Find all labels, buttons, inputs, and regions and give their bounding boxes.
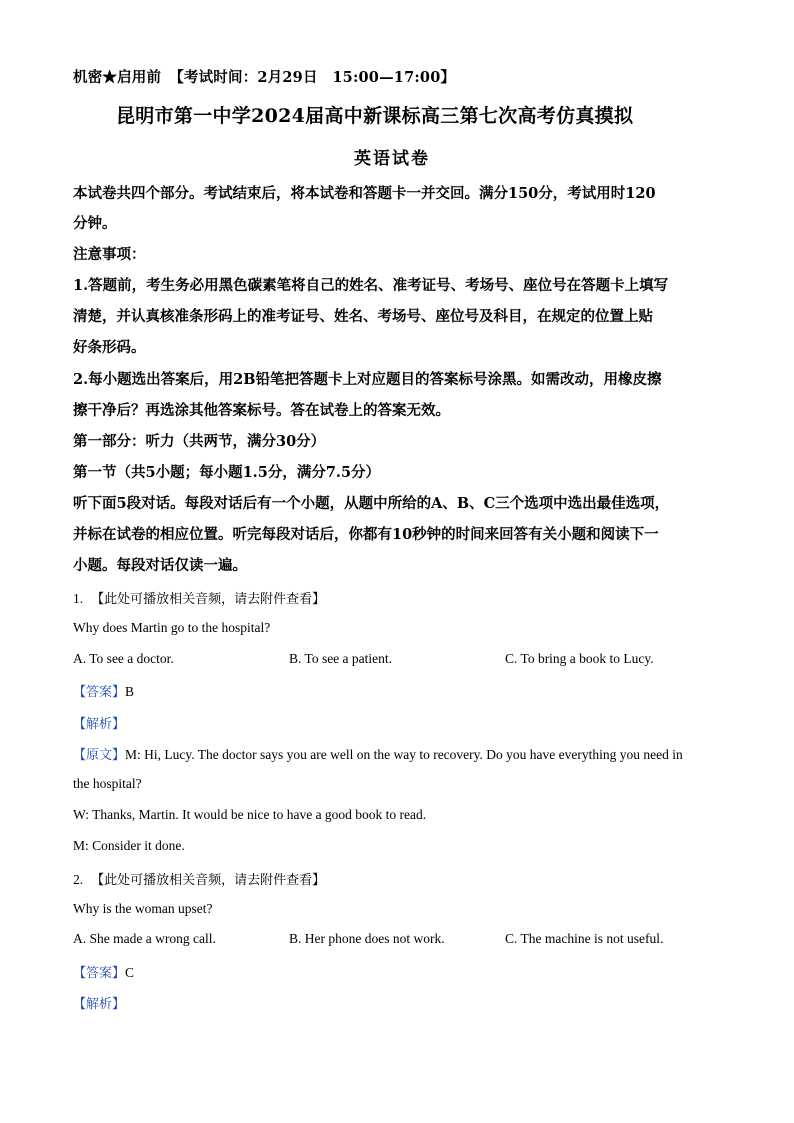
question-2-answer (73, 962, 134, 981)
exam-title: 昆明市第一中学2024届高中新课标高三第七次高考仿真摸拟 (116, 105, 634, 127)
original-tag: 【原文】 (73, 748, 126, 763)
part1-section1-heading: 第一节（共5小题；每小题1.5分，满分7.5分） (73, 464, 381, 481)
answer-tag: 【答案】 (73, 685, 126, 700)
question-1-transcript-line-2: the hospital? (73, 776, 142, 791)
notice-heading: 注意事项： (73, 246, 146, 263)
question-1-number: 1. (73, 591, 84, 606)
question-2-number: 2. (73, 872, 84, 887)
question-1-option-c: C. To bring a book to Lucy. (505, 651, 654, 666)
notice-1-line-1: 1.答题前，考生务必用黑色碳素笔将自己的姓名、准考证号、考场号、座位号在答题卡上填写 (73, 277, 669, 294)
exam-time: 【考试时间：2月29日 15:00—17:00】 (169, 69, 456, 86)
question-1-transcript-line-3: W: Thanks, Martin. It would be nice to have a good book to read. (73, 807, 427, 822)
analysis-tag: 【解析】 (73, 717, 126, 732)
question-1-text: Why does Martin go to the hospital? (73, 620, 271, 635)
confidential-label: 机密★启用前 (73, 69, 162, 86)
transcript-text: M: Hi, Lucy. The doctor says you are well on the way to recovery. Do you have everything you need in (125, 747, 683, 762)
notice-2-line-2: 擦干净后？再选涂其他答案标号。答在试卷上的答案无效。 (73, 402, 450, 419)
audio-note[interactable]: 【此处可播放相关音频，请去附件查看】 (91, 592, 326, 607)
question-1-answer (73, 681, 134, 700)
part1-instruction-line-3: 小题。每段对话仅读一遍。 (73, 557, 247, 574)
question-2-audio-line (73, 869, 325, 888)
question-2-option-c: C. The machine is not useful. (505, 931, 664, 946)
question-1-analysis (73, 713, 125, 732)
question-2-analysis (73, 993, 125, 1012)
part1-heading: 第一部分：听力（共两节，满分30分） (73, 433, 326, 450)
audio-note[interactable]: 【此处可播放相关音频，请去附件查看】 (91, 873, 326, 888)
notice-2-line-1: 2.每小题选出答案后，用2B铅笔把答题卡上对应题目的答案标号涂黑。如需改动，用橡皮擦 (73, 371, 662, 388)
answer-tag: 【答案】 (73, 966, 126, 981)
question-1-audio-line (73, 588, 325, 607)
question-1-transcript-line-4: M: Consider it done. (73, 838, 185, 853)
part1-instruction-line-2: 并标在试卷的相应位置。听完每段对话后，你都有10秒钟的时间来回答有关小题和阅读下一 (73, 526, 659, 543)
question-2-option-a: A. She made a wrong call. (73, 931, 216, 946)
question-1-answer-value: B (125, 684, 135, 699)
part1-instruction-line-1: 听下面5段对话。每段对话后有一个小题，从题中所给的A、B、C三个选项中选出最佳选项， (73, 495, 670, 512)
question-2-answer-value: C (125, 965, 135, 980)
question-1-transcript-line-1 (73, 744, 683, 763)
question-1-option-a: A. To see a doctor. (73, 651, 174, 666)
exam-header-line (73, 66, 455, 87)
exam-subtitle: 英语试卷 (354, 149, 430, 169)
intro-line-1: 本试卷共四个部分。考试结束后，将本试卷和答题卡一并交回。满分150分，考试用时120 (73, 185, 656, 202)
intro-line-2: 分钟。 (73, 215, 117, 232)
question-1-option-b: B. To see a patient. (289, 651, 393, 666)
analysis-tag: 【解析】 (73, 997, 126, 1012)
notice-1-line-3: 好条形码。 (73, 339, 146, 356)
notice-1-line-2: 清楚，并认真核准条形码上的准考证号、姓名、考场号、座位号及科目，在规定的位置上贴 (73, 308, 653, 325)
question-2-option-b: B. Her phone does not work. (289, 931, 445, 946)
question-2-text: Why is the woman upset? (73, 901, 213, 916)
